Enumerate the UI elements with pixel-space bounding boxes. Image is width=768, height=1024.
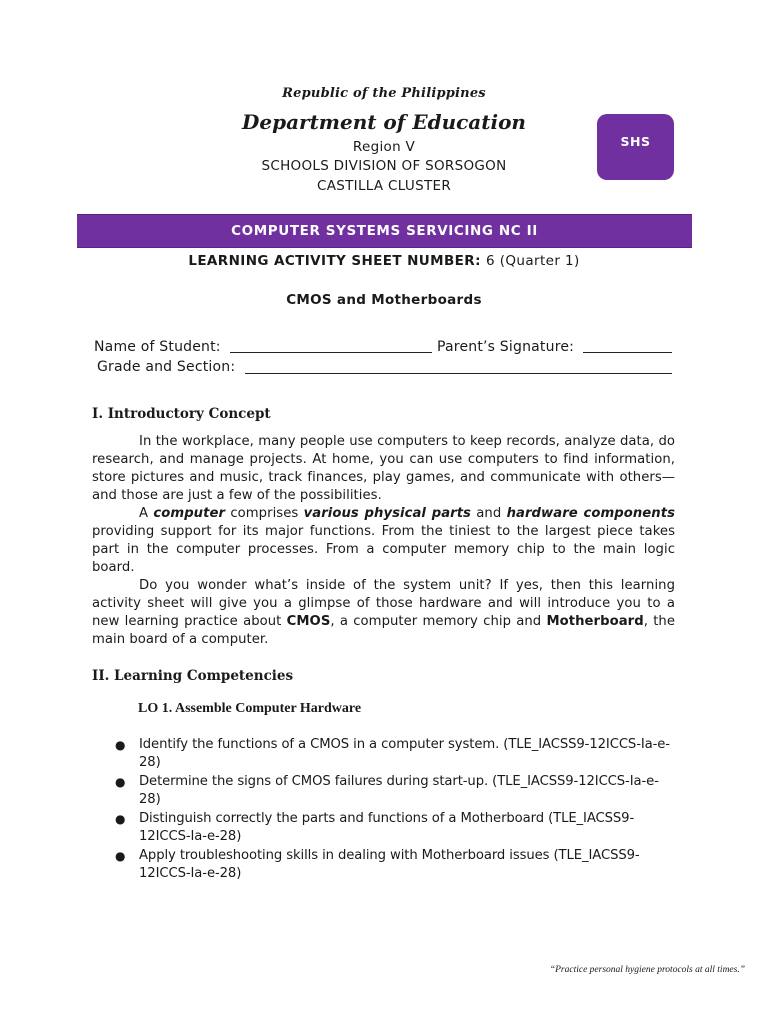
- sheet-topic: CMOS and Motherboards: [286, 292, 482, 308]
- student-name-line[interactable]: [230, 351, 432, 353]
- parent-signature-line[interactable]: [583, 351, 672, 353]
- intro-paragraph-3: [92, 577, 675, 649]
- region-text: Region V: [352, 139, 416, 155]
- p2-term-computer: computer: [153, 506, 226, 521]
- p2-term-hardware-components: hardware components: [506, 506, 675, 521]
- p3-text-e: , the main board of a computer.: [92, 614, 675, 647]
- p2-text-c: comprises: [225, 506, 304, 521]
- p3-term-motherboard: Motherboard: [546, 614, 644, 629]
- sheet-number-value: 6 (Quarter 1): [486, 253, 580, 269]
- grade-section-label: Grade and Section:: [97, 359, 236, 375]
- section-competencies-heading: II. Learning Competencies: [92, 668, 294, 684]
- list-item: [112, 773, 677, 809]
- department-heading: Department of Education: [242, 110, 526, 134]
- bullet-icon: ●: [115, 775, 126, 789]
- competency-text: Identify the functions of a CMOS in a computer system. (TLE_IACSS9-12ICCS-Ia-e-28): [139, 737, 670, 770]
- shs-badge: SHS: [597, 114, 674, 180]
- republic-heading: Republic of the Philippines: [282, 86, 486, 101]
- student-name-label: Name of Student:: [94, 339, 221, 355]
- sheet-number-label: LEARNING ACTIVITY SHEET NUMBER:: [188, 253, 481, 269]
- competency-text: Apply troubleshooting skills in dealing with Motherboard issues (TLE_IACSS9-12ICCS-Ia-e-28): [139, 848, 640, 881]
- p3-term-cmos: CMOS: [286, 614, 331, 629]
- bullet-icon: ●: [115, 812, 126, 826]
- intro-paragraph-2: [92, 505, 675, 577]
- p2-text-e: and: [470, 506, 507, 521]
- bullet-icon: ●: [115, 738, 126, 752]
- bullet-icon: ●: [115, 849, 126, 863]
- list-item: [112, 847, 677, 883]
- cluster-text: CASTILLA CLUSTER: [316, 178, 452, 194]
- p2-term-physical-parts: various physical parts: [303, 506, 471, 521]
- p2-text-g: providing support for its major functions. From the tiniest to the largest piece takes part in the computer processes. From a computer memory chip to the main logic board.: [92, 524, 675, 575]
- division-text: SCHOOLS DIVISION OF SORSOGON: [261, 158, 507, 174]
- p2-text-a: A: [139, 506, 154, 521]
- sheet-number-heading: [0, 253, 768, 269]
- footer-note: “Practice personal hygiene protocols at all times.”: [549, 965, 745, 975]
- competency-text: Distinguish correctly the parts and functions of a Motherboard (TLE_IACSS9-12ICCS-Ia-e-28): [139, 811, 635, 844]
- intro-paragraph-1: [92, 433, 675, 505]
- list-item: [112, 736, 677, 772]
- parent-signature-label: Parent’s Signature:: [437, 339, 575, 355]
- list-item: [112, 810, 677, 846]
- grade-section-line[interactable]: [245, 372, 672, 374]
- competency-text: Determine the signs of CMOS failures during start-up. (TLE_IACSS9-12ICCS-Ia-e-28): [139, 774, 659, 807]
- competency-list: [112, 736, 677, 884]
- learning-outcome: LO 1. Assemble Computer Hardware: [138, 701, 362, 716]
- course-banner: COMPUTER SYSTEMS SERVICING NC II: [77, 214, 692, 248]
- section-introductory-heading: I. Introductory Concept: [92, 406, 271, 422]
- p3-text-c: , a computer memory chip and: [330, 614, 547, 629]
- p3-text-a: Do you wonder what’s inside of the system unit? If yes, then this learning activity sheet will give you a glimpse of those hardware and will introduce you to a new learning practice about: [92, 578, 675, 629]
- intro-paragraph-1-text: In the workplace, many people use computers to keep records, analyze data, do research, and manage projects. At home, you can use computers to find information, store pictures and music, track finances, play games, and communicate with others—and those are just a few of the possibilities.: [92, 434, 675, 503]
